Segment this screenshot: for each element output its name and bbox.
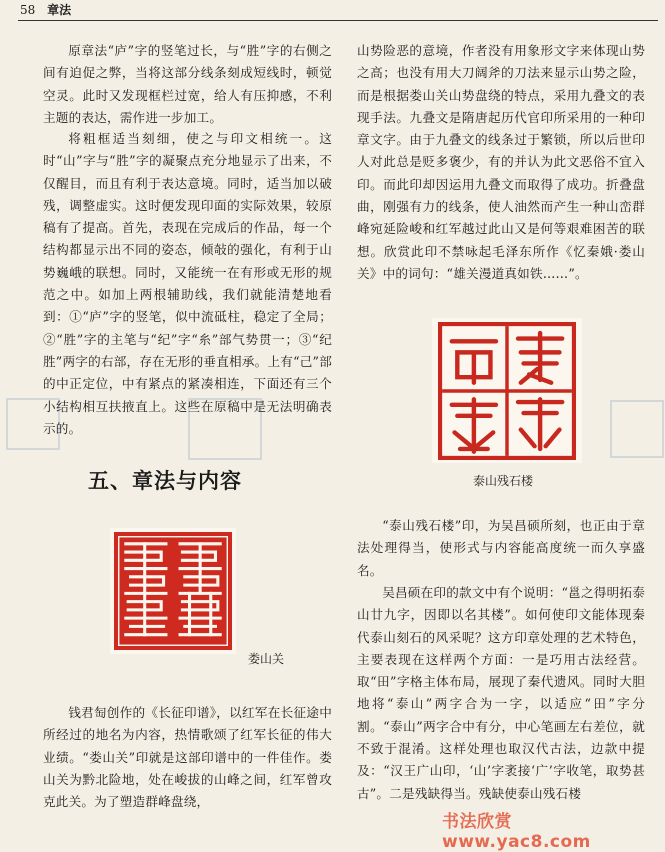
site-watermark: 书法欣赏 www.yac8.com bbox=[442, 812, 591, 852]
left-paragraph-1: 原章法“庐”字的竖笔过长，与“胜”字的右侧之间有迫促之弊，当将这部分线条刻成短线时，顿觉空灵。此时又发现框栏过宽，给人有压抑感，不利主题的表达，需作进一步加工。 bbox=[43, 43, 332, 125]
section-heading: 五、章法与内容 bbox=[88, 468, 242, 493]
seal-image-taishan bbox=[432, 318, 582, 463]
left-paragraph-2: 将粗框适当刻细，使之与印文相统一。这时“山”字与“胜”字的凝聚点充分地显示了出来，不仅醒目，而且有利于表达意境。同时，适当加以破残，调整虚实。这时便发现印面的实际效果，较原稿有了提高。首先，表现在完成后的作品，每一个结构都显示出不同的姿态，倾敧的强化，有利于山势巍峨的联想。同时，又能统一在有形或无形的规范之中。如加上两根辅助线，我们就能清楚地看到：①“庐”字的竖笔，似中流砥柱，稳定了全局；②“胜”字的主笔与“纪”字“糸”部气势贯一；③“纪胜”两字的右部，存在无形的垂直相承。上有“己”部的中正定位，中有紧点的紧凑相连，下面还有三个小结构相互扶掖直上。这些在原稿中是无法明确表示的。 bbox=[43, 131, 332, 436]
loushan-seal-impression bbox=[114, 532, 232, 650]
caption-taishan: 泰山残石楼 bbox=[473, 474, 534, 488]
bleed-through-mark bbox=[610, 400, 664, 458]
caption-loushan: 娄山关 bbox=[248, 652, 285, 666]
right-paragraph-3: 吴昌硕在印的款文中有个说明：“邕之得明拓泰山廿九字，因即以名其楼”。如何使印文能体现秦代泰山刻石的风采呢？这方印章处理的艺术特色，主要表现在这样两个方面：一是巧用古法经营。取“田”字格主体布局，展现了秦代遗风。同时大胆地将“泰山”两字合为一字，以适应“田”字分割。“泰山”两字合中有分，中心笔画左右差位，就不致于混淆。这样处理也取汉代古法，边款中提及：“汉王广山印，‘山’字袤接‘广’字收笔，取势甚古”。二是残缺得当。残缺使泰山残石楼 bbox=[357, 585, 645, 801]
right-paragraph-1: 山势险恶的意境，作者没有用象形文字来体现山势之高；也没有用大刀阔斧的刀法来显示山势之险，而是根据娄山关山势盘绕的特点，采用九叠文的表现手法。九叠文是隋唐起历代官印所采用的一种印章文字。由于九叠文的线条过于繁锁，所以后世印人对此总是贬多褒少，有的并认为此文恶俗不宜入印。而此印却因运用九叠文而取得了成功。折叠盘曲，刚强有力的线条，使人油然而产生一种山峦群峰宛延险峻和红军越过此山又是何等艰难困苦的联想。欣赏此印不禁咏起毛泽东所作《忆秦娥·娄山关》中的词句：“雄关漫道真如铁……”。 bbox=[357, 43, 645, 281]
seal-image-loushan bbox=[110, 528, 236, 654]
right-paragraph-2: “泰山残石楼”印，为吴昌硕所刻，也正由于章法处理得当，使形式与内容能高度统一而久享盛名。 bbox=[357, 518, 645, 578]
left-paragraph-3: 钱君匋创作的《长征印谱》，以红军在长征途中所经过的地名为内容，热情歌颂了红军长征的伟大业绩。“娄山关”印就是这部印谱中的一件佳作。娄山关为黔北险地，处在峻拔的山峰之间，红军曾攻克此关。为了塑造群峰盘绕， bbox=[43, 705, 332, 810]
page-header bbox=[18, 0, 658, 21]
section-running-title: 章法 bbox=[47, 3, 72, 17]
page-number: 58 bbox=[20, 3, 36, 17]
taishan-seal-impression bbox=[438, 322, 576, 460]
